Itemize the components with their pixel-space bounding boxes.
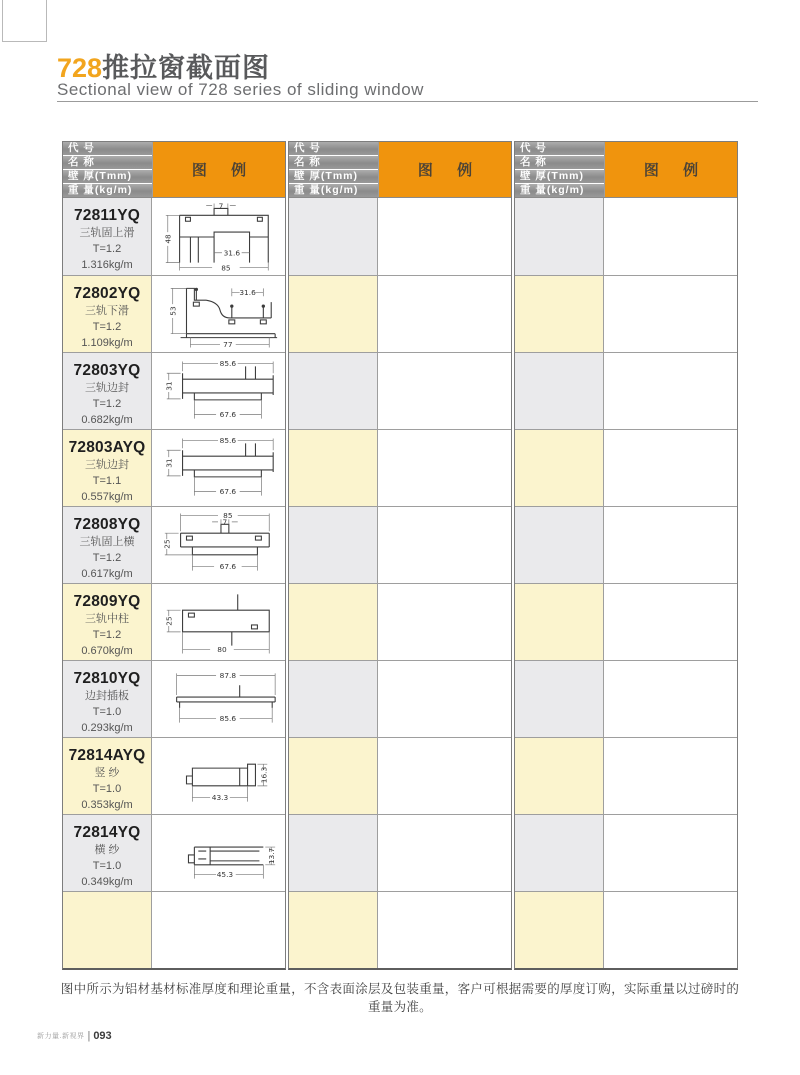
corner-decoration	[2, 0, 47, 42]
header-col-thickness: 壁 厚(Tmm)	[63, 170, 152, 183]
diagram-72803yq	[153, 353, 285, 429]
profile-thickness: T=1.1	[92, 475, 122, 487]
empty-diagram-cell	[604, 892, 737, 968]
table-group-2	[288, 141, 512, 970]
profile-name: 边封插板	[85, 690, 129, 702]
profile-diagram-cell	[152, 276, 285, 352]
table-row-empty	[515, 506, 737, 583]
empty-info-cell	[515, 815, 604, 891]
empty-diagram-cell	[378, 430, 511, 506]
profile-name: 三轨边封	[85, 382, 129, 394]
profile-info-72814ayq	[63, 738, 152, 814]
diagram-72802yq	[153, 276, 285, 352]
footer-note: 图中所示为铝材基材标准厚度和理论重量，不含表面涂层及包装重量，客户可根据需要的厚度订购，实际重量以过磅时的重量为准。	[60, 982, 740, 1014]
profile-thickness: T=1.2	[92, 243, 122, 255]
table-row-empty	[289, 660, 511, 737]
header-col-code: 代 号	[289, 142, 378, 155]
dim-bottom: 43.3	[211, 793, 228, 803]
dim-left: 53	[168, 306, 178, 316]
empty-diagram-cell	[604, 198, 737, 275]
table-row	[63, 429, 285, 506]
table-row-empty	[63, 891, 285, 968]
dim-bottom: 67.6	[219, 487, 236, 497]
table-row-empty	[289, 198, 511, 275]
empty-info-cell	[515, 430, 604, 506]
empty-diagram-cell	[378, 198, 511, 275]
header-legend: 图 例	[605, 142, 737, 197]
empty-diagram-cell	[378, 276, 511, 352]
profile-diagram-cell	[152, 738, 285, 814]
profile-thickness: T=1.2	[92, 552, 122, 564]
dim-left: 31	[164, 458, 174, 468]
profile-code: 72814AYQ	[68, 747, 146, 764]
profile-weight: 0.349kg/m	[81, 876, 133, 888]
profile-code: 72803YQ	[73, 362, 141, 379]
profile-diagram-cell	[152, 430, 285, 506]
diagram-72808yq	[153, 507, 285, 583]
dim-left: 25	[164, 616, 174, 626]
profile-info-72809yq	[63, 584, 152, 660]
profile-weight: 1.109kg/m	[81, 337, 133, 349]
profile-diagram-cell	[152, 198, 285, 275]
empty-info-cell	[289, 584, 378, 660]
header-col-weight: 重 量(kg/m)	[63, 184, 152, 197]
dim-left: 31	[164, 381, 174, 391]
empty-info-cell	[289, 507, 378, 583]
profile-weight: 1.316kg/m	[81, 259, 133, 271]
empty-info-cell	[289, 661, 378, 737]
dim-bottom: 85	[220, 262, 231, 272]
table-group-3	[514, 141, 738, 970]
profile-info-72802yq	[63, 276, 152, 352]
profile-diagram-cell	[152, 584, 285, 660]
page-number: 093	[93, 1030, 112, 1042]
dim-right: 13.7	[266, 847, 276, 865]
group2-header	[289, 142, 511, 198]
dim-inner: 31.6	[223, 248, 240, 258]
table-row	[63, 583, 285, 660]
empty-info-cell	[63, 892, 152, 968]
profile-code: 72810YQ	[73, 670, 141, 687]
group1-header-labels	[63, 142, 153, 197]
empty-info-cell	[289, 892, 378, 968]
group3-header	[515, 142, 737, 198]
header-col-code: 代 号	[63, 142, 152, 155]
table-row-empty	[289, 891, 511, 968]
profile-info-72803yq	[63, 353, 152, 429]
dim-bottom: 67.6	[219, 410, 236, 420]
profile-weight: 0.670kg/m	[81, 645, 133, 657]
empty-diagram-cell	[378, 892, 511, 968]
profile-code: 72811YQ	[73, 207, 141, 224]
profile-weight: 0.353kg/m	[81, 799, 133, 811]
empty-diagram-cell	[604, 661, 737, 737]
profile-code: 72803AYQ	[68, 439, 146, 456]
profile-thickness: T=1.0	[92, 706, 122, 718]
table-row	[63, 198, 285, 275]
header-col-thickness: 壁 厚(Tmm)	[289, 170, 378, 183]
table-row-empty	[289, 737, 511, 814]
profile-info-72810yq	[63, 661, 152, 737]
brand-slogan: 新力量.新视界	[37, 1033, 85, 1040]
header-col-weight: 重 量(kg/m)	[515, 184, 604, 197]
empty-info-cell	[515, 276, 604, 352]
empty-diagram-cell	[378, 353, 511, 429]
profile-name: 三轨固上横	[79, 536, 135, 548]
empty-info-cell	[289, 430, 378, 506]
diagram-72814ayq	[153, 738, 285, 814]
dim-bottom: 67.6	[219, 562, 236, 572]
group3-header-labels	[515, 142, 605, 197]
profile-name: 三轨下滑	[85, 305, 129, 317]
title-text: 推拉窗截面图	[102, 53, 271, 83]
dim-top: 31.6	[238, 287, 256, 297]
empty-diagram-cell	[378, 738, 511, 814]
empty-info-cell	[515, 353, 604, 429]
header-col-name: 名 称	[289, 156, 378, 169]
table-row-empty	[515, 891, 737, 968]
profile-code: 72809YQ	[73, 593, 141, 610]
empty-info-cell	[515, 738, 604, 814]
dim-top: 85.6	[219, 435, 236, 445]
empty-info-cell	[515, 198, 604, 275]
empty-diagram-cell	[604, 430, 737, 506]
empty-info-cell	[515, 892, 604, 968]
profile-diagram-cell	[152, 353, 285, 429]
diagram-72811yq	[153, 199, 285, 275]
profile-diagram-cell	[152, 815, 285, 891]
profile-weight: 0.682kg/m	[81, 414, 133, 426]
profile-thickness: T=1.0	[92, 783, 122, 795]
profile-weight: 0.557kg/m	[81, 491, 133, 503]
profile-thickness: T=1.2	[92, 629, 122, 641]
table-row-empty	[515, 737, 737, 814]
dim-bottom: 85.6	[219, 714, 236, 724]
dim-bottom: 80	[216, 645, 227, 655]
table-row-empty	[289, 814, 511, 891]
dim-top: 85.6	[219, 358, 236, 368]
table-row-empty	[289, 275, 511, 352]
profile-name: 三轨边封	[85, 459, 129, 471]
table-row-empty	[515, 660, 737, 737]
empty-info-cell	[289, 738, 378, 814]
header-legend: 图 例	[153, 142, 285, 197]
header-col-name: 名 称	[63, 156, 152, 169]
diagram-72810yq	[153, 661, 285, 737]
table-row	[63, 352, 285, 429]
empty-diagram-cell	[604, 738, 737, 814]
diagram-72803ayq	[153, 430, 285, 506]
table-group-1	[62, 141, 286, 970]
table-row	[63, 275, 285, 352]
title-divider	[57, 101, 758, 102]
profile-weight: 0.617kg/m	[81, 568, 133, 580]
table-row-empty	[515, 275, 737, 352]
profile-name: 三轨中柱	[85, 613, 129, 625]
empty-info-cell	[289, 353, 378, 429]
group2-header-labels	[289, 142, 379, 197]
profile-table	[62, 141, 738, 970]
empty-diagram-cell	[378, 584, 511, 660]
profile-weight: 0.293kg/m	[81, 722, 133, 734]
dim-right: 16.3	[258, 766, 268, 784]
profile-info-72808yq	[63, 507, 152, 583]
table-row-empty	[515, 198, 737, 275]
empty-info-cell	[515, 507, 604, 583]
diagram-72809yq	[153, 584, 285, 660]
profile-code: 72814YQ	[73, 824, 141, 841]
profile-code: 72808YQ	[73, 516, 141, 533]
empty-info-cell	[289, 276, 378, 352]
table-row	[63, 737, 285, 814]
diagram-72814yq	[153, 815, 285, 891]
table-row-empty	[515, 814, 737, 891]
profile-info-72814yq	[63, 815, 152, 891]
profile-thickness: T=1.0	[92, 860, 122, 872]
table-row-empty	[289, 352, 511, 429]
header-col-code: 代 号	[515, 142, 604, 155]
table-row	[63, 814, 285, 891]
empty-info-cell	[289, 815, 378, 891]
dim-tab: 7	[222, 517, 227, 527]
page-footer	[37, 1030, 112, 1042]
profile-diagram-cell	[152, 661, 285, 737]
empty-info-cell	[289, 198, 378, 275]
empty-diagram-cell	[378, 661, 511, 737]
profile-thickness: T=1.2	[92, 321, 122, 333]
empty-info-cell	[515, 584, 604, 660]
footer-separator: |	[87, 1030, 91, 1042]
dim-left: 48	[163, 233, 173, 244]
table-row	[63, 506, 285, 583]
header-col-weight: 重 量(kg/m)	[289, 184, 378, 197]
empty-diagram-cell	[378, 507, 511, 583]
profile-info-72803ayq	[63, 430, 152, 506]
profile-diagram-cell	[152, 507, 285, 583]
table-row-empty	[289, 429, 511, 506]
profile-thickness: T=1.2	[92, 398, 122, 410]
page-subtitle: Sectional view of 728 series of sliding window	[57, 80, 424, 99]
table-row-empty	[289, 583, 511, 660]
profile-name: 三轨固上滑	[79, 227, 135, 239]
table-row-empty	[289, 506, 511, 583]
table-row	[63, 660, 285, 737]
empty-diagram-cell	[604, 815, 737, 891]
empty-diagram-cell	[378, 815, 511, 891]
empty-diagram-cell	[152, 892, 285, 968]
title-series-number: 728	[57, 53, 103, 83]
table-row-empty	[515, 352, 737, 429]
empty-diagram-cell	[604, 507, 737, 583]
empty-info-cell	[515, 661, 604, 737]
profile-info-72811yq	[63, 198, 152, 275]
dim-top: 85	[222, 510, 233, 520]
empty-diagram-cell	[604, 353, 737, 429]
empty-diagram-cell	[604, 584, 737, 660]
empty-diagram-cell	[604, 276, 737, 352]
profile-name: 横 纱	[94, 844, 120, 856]
profile-code: 72802YQ	[73, 285, 141, 302]
dim-top: 87.8	[219, 670, 236, 680]
dim-bottom: 77	[222, 340, 233, 349]
profile-name: 竖 纱	[94, 767, 120, 779]
group1-header	[63, 142, 285, 198]
dim-top: 7	[218, 200, 223, 210]
table-row-empty	[515, 429, 737, 506]
header-legend: 图 例	[379, 142, 511, 197]
header-col-name: 名 称	[515, 156, 604, 169]
dim-bottom: 45.3	[216, 870, 233, 880]
table-row-empty	[515, 583, 737, 660]
dim-left: 25	[162, 539, 172, 549]
header-col-thickness: 壁 厚(Tmm)	[515, 170, 604, 183]
